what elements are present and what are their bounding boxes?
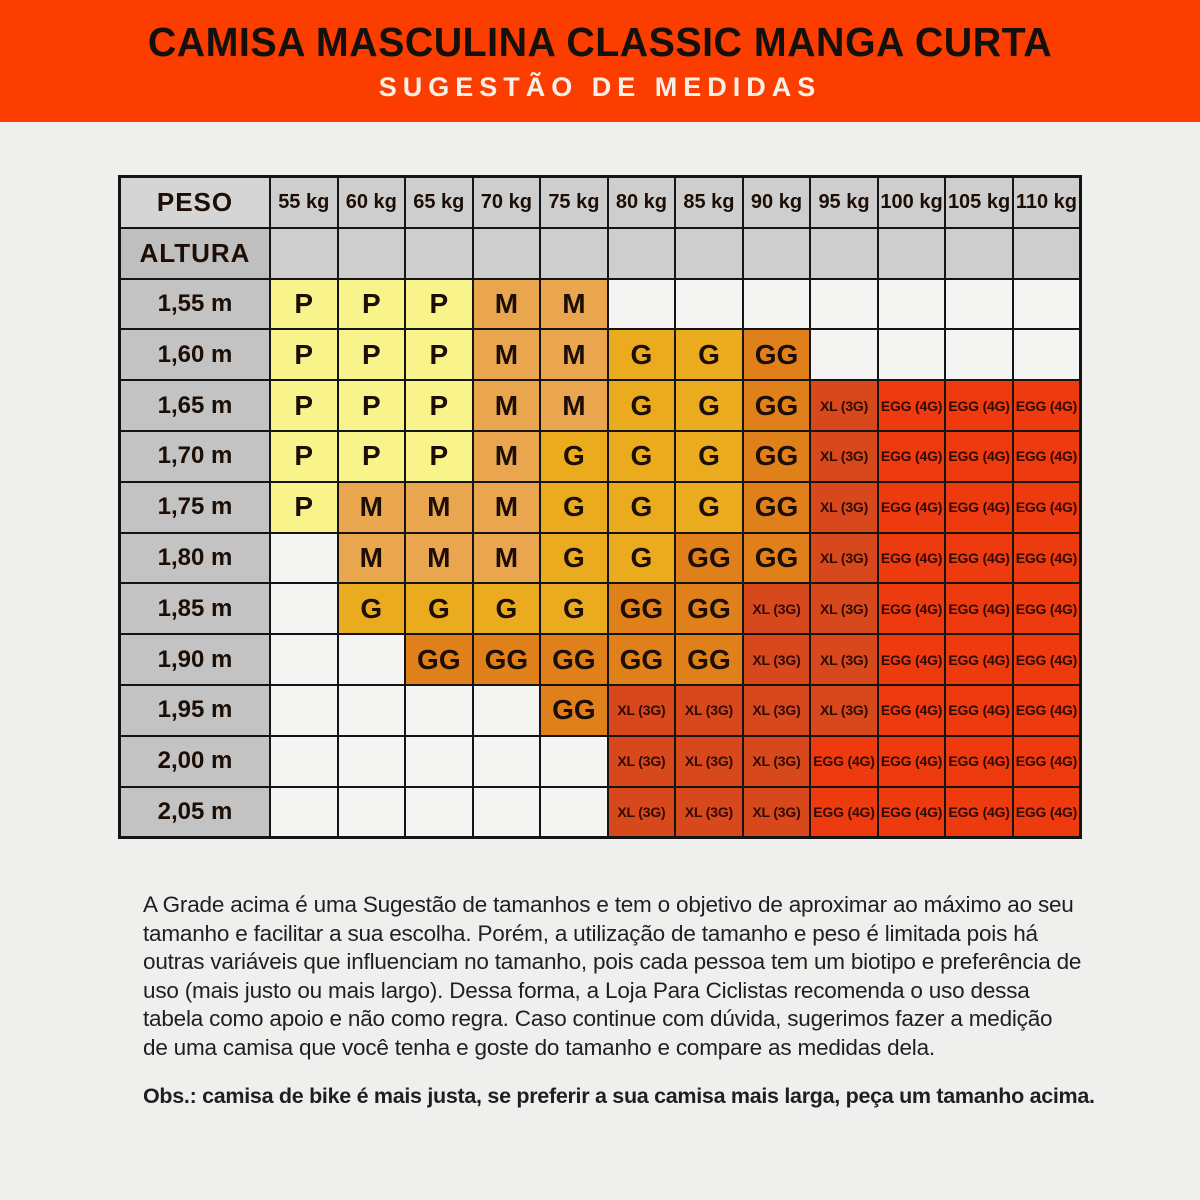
size-cell: M [338, 533, 406, 584]
size-cell: XL (3G) [608, 787, 676, 838]
empty-size-cell [945, 329, 1013, 380]
altura-header-cell: ALTURA [120, 228, 271, 279]
size-cell: G [675, 482, 743, 533]
altura-row-empty-cell [810, 228, 878, 279]
obs-note: Obs.: camisa de bike é mais justa, se preferir a sua camisa mais larga, peça um tamanho acima. [143, 1084, 1095, 1108]
size-cell: M [473, 380, 541, 431]
altura-row-empty-cell [405, 228, 473, 279]
height-label-cell: 1,55 m [120, 279, 271, 330]
size-cell: EGG (4G) [810, 787, 878, 838]
size-cell: EGG (4G) [1013, 787, 1081, 838]
altura-row-empty-cell [608, 228, 676, 279]
notes-section [143, 891, 1095, 1109]
size-cell: EGG (4G) [1013, 533, 1081, 584]
height-label-cell: 1,80 m [120, 533, 271, 584]
height-label-cell: 2,00 m [120, 736, 271, 787]
size-cell: GG [675, 634, 743, 685]
size-cell: G [675, 380, 743, 431]
size-cell: GG [608, 634, 676, 685]
weight-header-cell: 65 kg [405, 177, 473, 228]
size-cell: XL (3G) [810, 380, 878, 431]
size-cell: XL (3G) [675, 736, 743, 787]
empty-size-cell [540, 736, 608, 787]
size-cell: EGG (4G) [878, 533, 946, 584]
size-cell: M [540, 329, 608, 380]
size-cell: P [270, 482, 338, 533]
size-cell: M [540, 380, 608, 431]
empty-size-cell [743, 279, 811, 330]
weight-header-cell: 55 kg [270, 177, 338, 228]
altura-row-empty-cell [540, 228, 608, 279]
size-cell: P [338, 279, 406, 330]
size-cell: GG [743, 431, 811, 482]
empty-size-cell [945, 279, 1013, 330]
size-cell: P [270, 431, 338, 482]
size-cell: EGG (4G) [878, 685, 946, 736]
empty-size-cell [878, 329, 946, 380]
height-label-cell: 1,95 m [120, 685, 271, 736]
size-cell: EGG (4G) [878, 431, 946, 482]
size-cell: M [473, 329, 541, 380]
size-cell: EGG (4G) [1013, 482, 1081, 533]
weight-header-cell: 75 kg [540, 177, 608, 228]
size-cell: P [338, 329, 406, 380]
size-cell: G [540, 533, 608, 584]
size-cell: EGG (4G) [1013, 685, 1081, 736]
empty-size-cell [878, 279, 946, 330]
size-cell: P [338, 380, 406, 431]
size-cell: M [473, 431, 541, 482]
size-cell: XL (3G) [608, 736, 676, 787]
peso-header-cell: PESO [120, 177, 271, 228]
altura-row-empty-cell [743, 228, 811, 279]
empty-size-cell [473, 787, 541, 838]
weight-header-cell: 80 kg [608, 177, 676, 228]
size-cell: XL (3G) [810, 583, 878, 634]
altura-row-empty-cell [473, 228, 541, 279]
size-cell: GG [743, 533, 811, 584]
weight-header-cell: 95 kg [810, 177, 878, 228]
empty-size-cell [405, 787, 473, 838]
size-cell: EGG (4G) [810, 736, 878, 787]
size-cell: XL (3G) [743, 634, 811, 685]
size-cell: XL (3G) [810, 482, 878, 533]
size-guide-paragraph: A Grade acima é uma Sugestão de tamanhos e tem o objetivo de aproximar ao máximo ao seu tamanho e facilitar a sua escolha. Porém, a utilização de tamanho e peso é limitada pois há outras variáveis que influenciam no tamanho, pois cada pessoa tem um biotipo e preferência de uso (mais justo ou mais largo). Dessa forma, a Loja Para Ciclistas recomenda o uso dessa tabela como apoio e não como regra. Caso continue com dúvida, sugerimos fazer a medição de uma camisa que você tenha e goste do tamanho e compare as medidas dela. [143, 892, 1082, 1060]
size-cell: EGG (4G) [878, 482, 946, 533]
height-label-cell: 1,60 m [120, 329, 271, 380]
size-cell: GG [473, 634, 541, 685]
page-title: CAMISA MASCULINA CLASSIC MANGA CURTA [147, 19, 1053, 65]
empty-size-cell [270, 787, 338, 838]
height-row [120, 736, 1081, 787]
empty-size-cell [338, 634, 406, 685]
size-cell: XL (3G) [743, 583, 811, 634]
size-cell: XL (3G) [675, 787, 743, 838]
empty-size-cell [405, 685, 473, 736]
height-label-cell: 1,85 m [120, 583, 271, 634]
weight-header-cell: 110 kg [1013, 177, 1081, 228]
size-cell: XL (3G) [675, 685, 743, 736]
header-banner [0, 0, 1200, 122]
size-cell: M [405, 533, 473, 584]
size-cell: M [338, 482, 406, 533]
height-row [120, 787, 1081, 838]
size-cell: M [473, 482, 541, 533]
size-cell: EGG (4G) [945, 431, 1013, 482]
size-cell: P [405, 380, 473, 431]
size-cell: XL (3G) [810, 533, 878, 584]
size-cell: G [608, 533, 676, 584]
height-label-cell: 2,05 m [120, 787, 271, 838]
page-subtitle: SUGESTÃO DE MEDIDAS [378, 72, 822, 102]
size-cell: XL (3G) [810, 634, 878, 685]
size-cell: XL (3G) [810, 431, 878, 482]
size-cell: G [675, 431, 743, 482]
size-cell: XL (3G) [608, 685, 676, 736]
size-cell: M [473, 533, 541, 584]
size-cell: EGG (4G) [945, 533, 1013, 584]
altura-row-empty-cell [945, 228, 1013, 279]
size-cell: EGG (4G) [1013, 431, 1081, 482]
height-row [120, 279, 1081, 330]
size-cell: XL (3G) [743, 787, 811, 838]
size-cell: EGG (4G) [945, 583, 1013, 634]
size-cell: G [405, 583, 473, 634]
height-label-cell: 1,75 m [120, 482, 271, 533]
empty-size-cell [675, 279, 743, 330]
size-cell: G [540, 431, 608, 482]
size-cell: XL (3G) [810, 685, 878, 736]
height-row [120, 533, 1081, 584]
size-cell: EGG (4G) [1013, 380, 1081, 431]
size-cell: GG [540, 685, 608, 736]
size-cell: G [675, 329, 743, 380]
size-cell: G [473, 583, 541, 634]
size-cell: G [608, 380, 676, 431]
altura-row-empty-cell [1013, 228, 1081, 279]
size-cell: EGG (4G) [945, 380, 1013, 431]
height-row [120, 482, 1081, 533]
empty-size-cell [270, 634, 338, 685]
empty-size-cell [338, 787, 406, 838]
height-row [120, 634, 1081, 685]
empty-size-cell [338, 736, 406, 787]
size-cell: EGG (4G) [945, 482, 1013, 533]
altura-row-empty-cell [878, 228, 946, 279]
size-table-body [120, 177, 1081, 838]
empty-size-cell [1013, 279, 1081, 330]
empty-size-cell [1013, 329, 1081, 380]
size-cell: GG [405, 634, 473, 685]
empty-size-cell [405, 736, 473, 787]
empty-size-cell [338, 685, 406, 736]
size-cell: G [608, 431, 676, 482]
size-cell: EGG (4G) [878, 380, 946, 431]
size-cell: G [540, 482, 608, 533]
empty-size-cell [810, 329, 878, 380]
size-cell: P [270, 380, 338, 431]
altura-row-empty-cell [675, 228, 743, 279]
size-cell: G [338, 583, 406, 634]
height-label-cell: 1,90 m [120, 634, 271, 685]
empty-size-cell [270, 583, 338, 634]
empty-size-cell [270, 685, 338, 736]
size-cell: XL (3G) [743, 685, 811, 736]
size-cell: P [405, 329, 473, 380]
height-label-cell: 1,70 m [120, 431, 271, 482]
height-row [120, 329, 1081, 380]
size-cell: EGG (4G) [945, 685, 1013, 736]
size-cell: EGG (4G) [878, 787, 946, 838]
size-cell: G [608, 482, 676, 533]
size-cell: EGG (4G) [945, 736, 1013, 787]
size-cell: EGG (4G) [945, 787, 1013, 838]
height-row [120, 583, 1081, 634]
size-cell: GG [675, 583, 743, 634]
weight-header-cell: 85 kg [675, 177, 743, 228]
size-cell: P [338, 431, 406, 482]
size-cell: P [405, 431, 473, 482]
size-cell: EGG (4G) [878, 583, 946, 634]
size-cell: P [270, 329, 338, 380]
size-cell: M [540, 279, 608, 330]
size-cell: G [540, 583, 608, 634]
size-cell: EGG (4G) [1013, 634, 1081, 685]
size-cell: EGG (4G) [878, 634, 946, 685]
size-cell: EGG (4G) [1013, 736, 1081, 787]
height-row [120, 380, 1081, 431]
empty-size-cell [270, 736, 338, 787]
altura-row-empty-cell [270, 228, 338, 279]
size-cell: GG [540, 634, 608, 685]
empty-size-cell [810, 279, 878, 330]
empty-size-cell [473, 685, 541, 736]
size-cell: EGG (4G) [945, 634, 1013, 685]
size-cell: G [608, 329, 676, 380]
empty-size-cell [608, 279, 676, 330]
size-cell: GG [608, 583, 676, 634]
weight-header-cell: 100 kg [878, 177, 946, 228]
size-suggestion-table [118, 175, 1082, 839]
size-cell: GG [675, 533, 743, 584]
size-cell: EGG (4G) [878, 736, 946, 787]
size-cell: EGG (4G) [1013, 583, 1081, 634]
size-cell: M [405, 482, 473, 533]
height-label-cell: 1,65 m [120, 380, 271, 431]
empty-size-cell [270, 533, 338, 584]
size-cell: GG [743, 329, 811, 380]
size-cell: GG [743, 482, 811, 533]
height-row [120, 685, 1081, 736]
weight-header-row [120, 177, 1081, 228]
empty-size-cell [473, 736, 541, 787]
weight-header-cell: 70 kg [473, 177, 541, 228]
size-chart-wrapper [118, 175, 1082, 839]
weight-header-cell: 105 kg [945, 177, 1013, 228]
size-cell: M [473, 279, 541, 330]
altura-row-empty-cell [338, 228, 406, 279]
size-cell: XL (3G) [743, 736, 811, 787]
weight-header-cell: 90 kg [743, 177, 811, 228]
size-cell: P [405, 279, 473, 330]
size-cell: P [270, 279, 338, 330]
weight-header-cell: 60 kg [338, 177, 406, 228]
empty-size-cell [540, 787, 608, 838]
size-cell: GG [743, 380, 811, 431]
altura-header-row [120, 228, 1081, 279]
height-row [120, 431, 1081, 482]
